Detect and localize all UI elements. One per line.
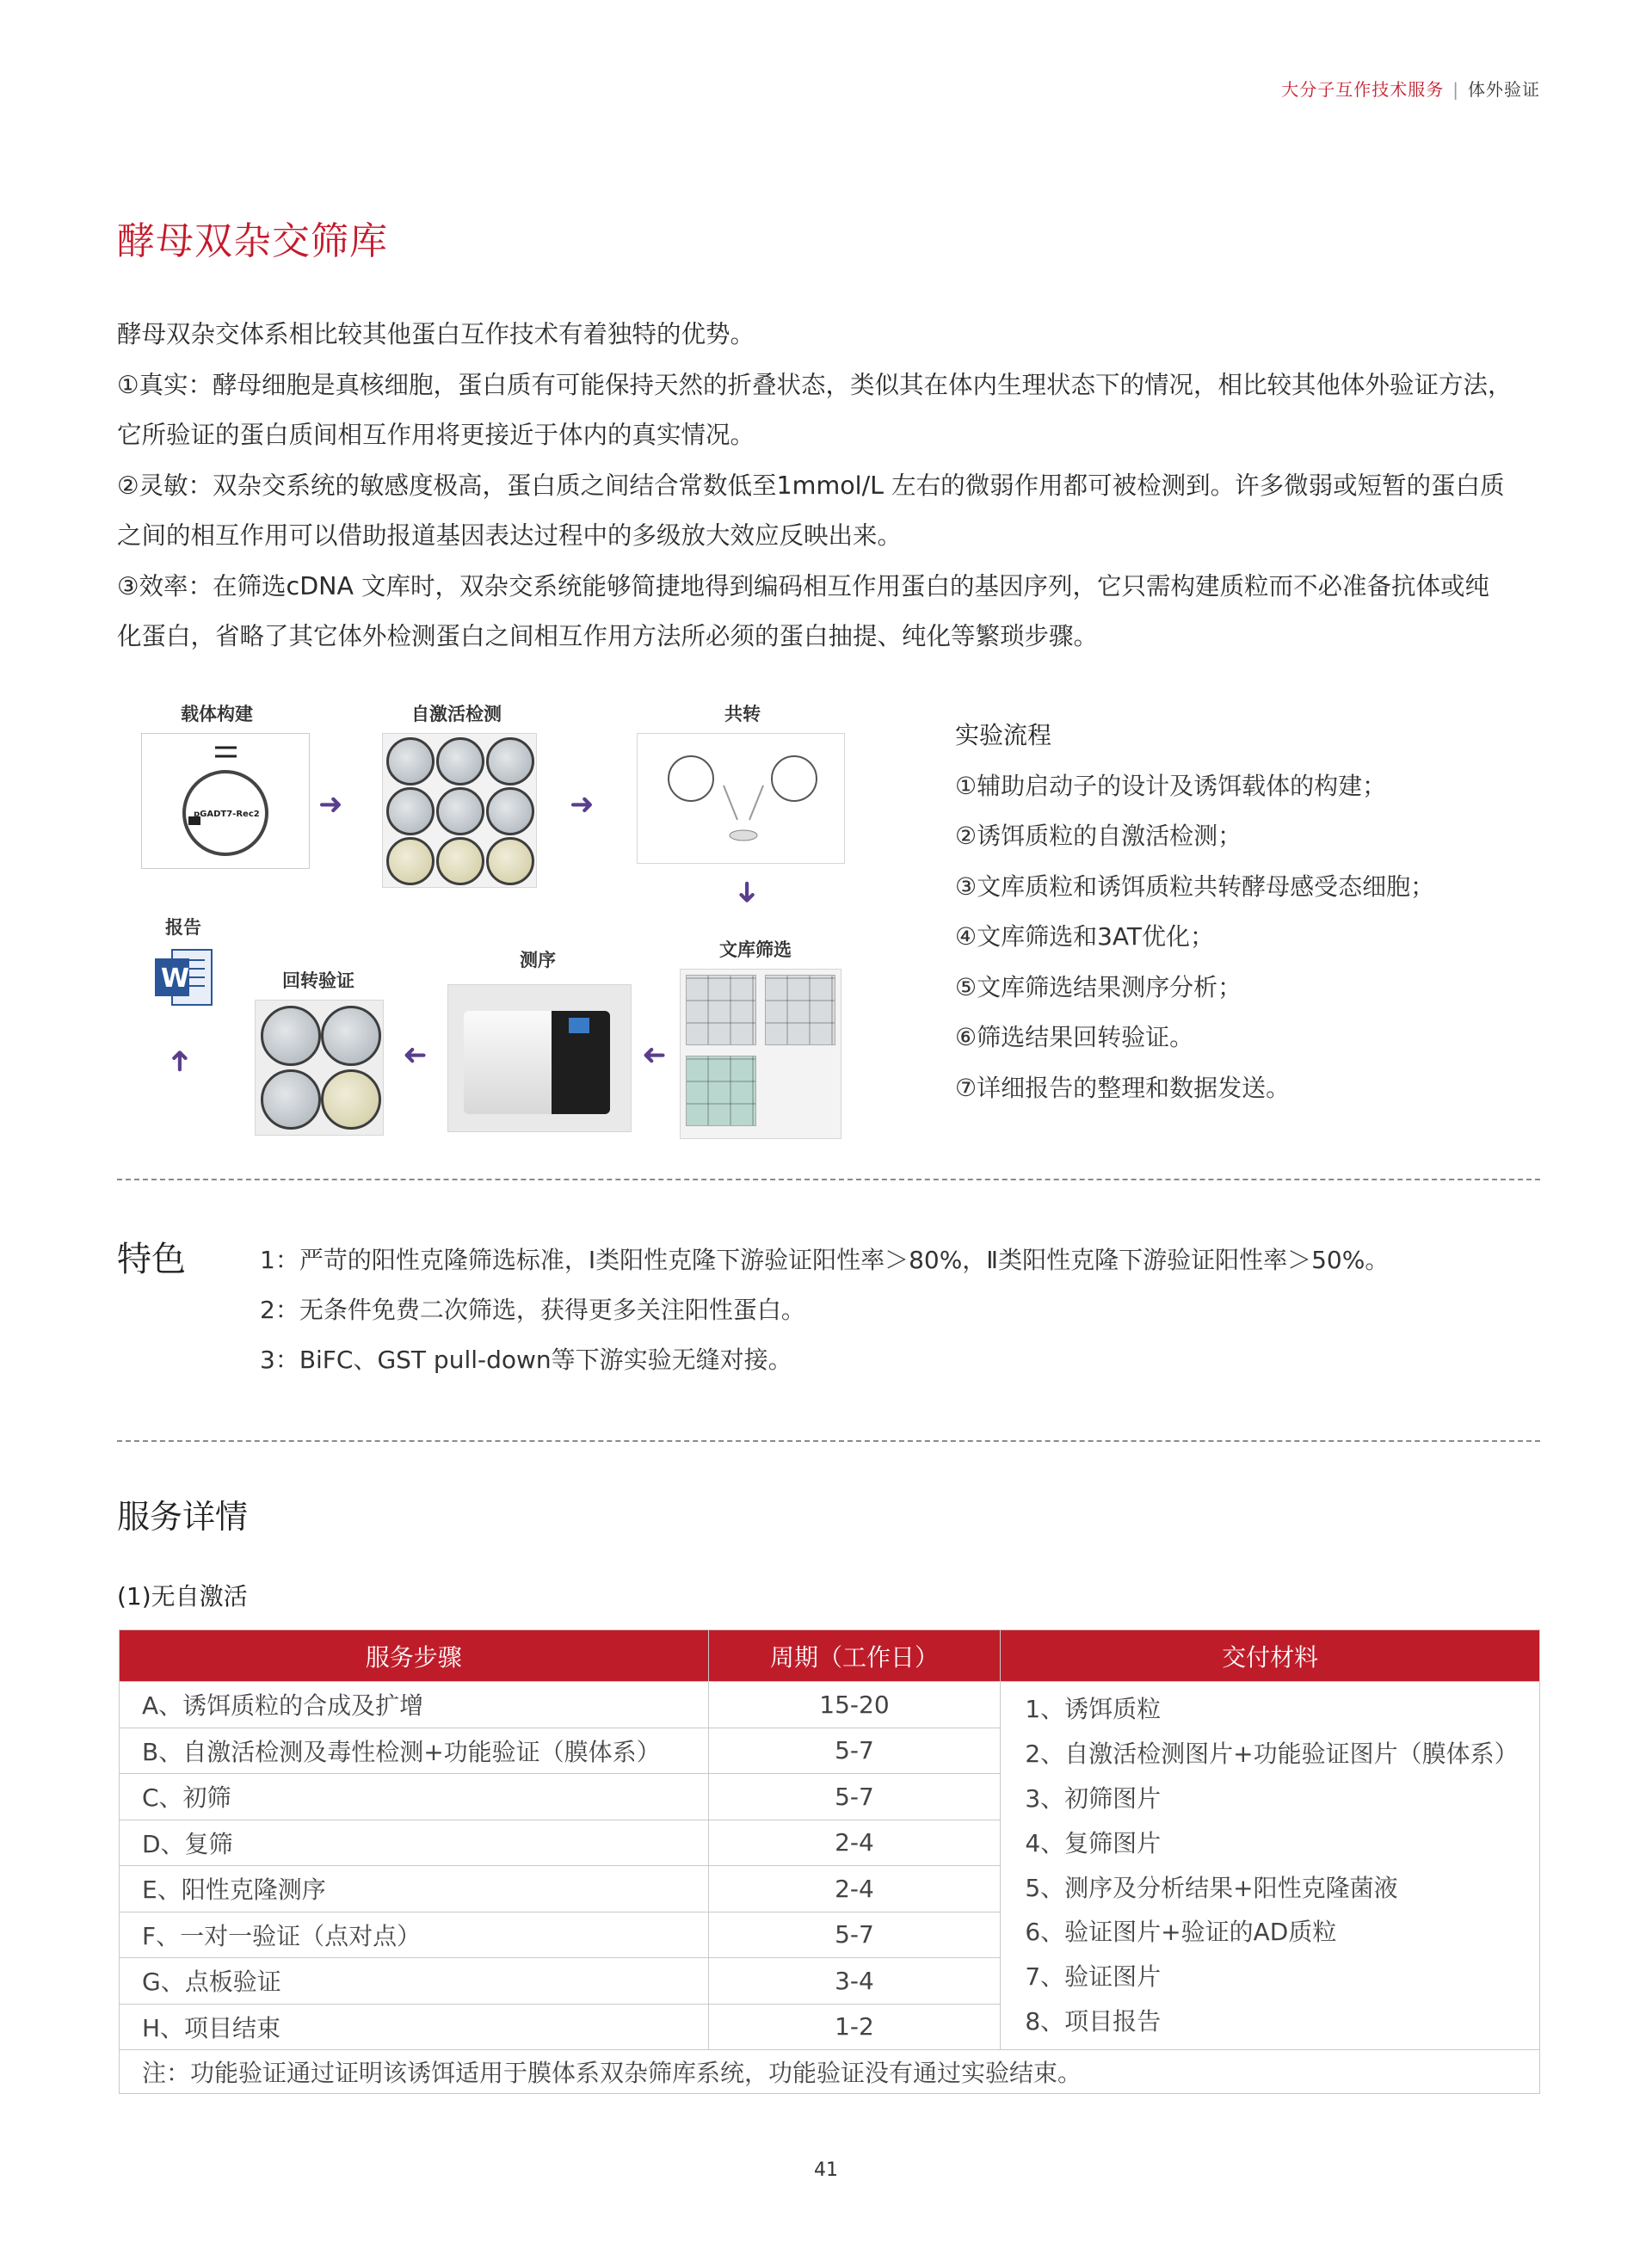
plate xyxy=(321,1069,381,1130)
header-section: 体外验证 xyxy=(1468,79,1540,100)
arrow-down-icon: ➜ xyxy=(730,879,765,905)
header-cell: 周期（工作日） xyxy=(708,1630,1001,1682)
plate xyxy=(436,787,484,835)
label-report: 报告 xyxy=(165,917,201,938)
cycle-cell: 3-4 xyxy=(708,1958,1001,2005)
label-cotransform: 共转 xyxy=(724,704,761,724)
plate xyxy=(386,837,435,885)
deliverables-cell xyxy=(1001,1682,1540,2050)
header-separator: | xyxy=(1452,79,1459,100)
features-list xyxy=(260,1235,1389,1385)
deliverable-item: 1、诱饵质粒 xyxy=(1025,1695,1162,1724)
process-step: ②诱饵质粒的自激活检测； xyxy=(955,822,1242,850)
plate xyxy=(386,737,435,785)
plasmid-map xyxy=(141,733,310,869)
plate xyxy=(486,787,534,835)
page-number: 41 xyxy=(814,2159,838,2181)
table-row xyxy=(120,1682,1540,1728)
plasmid-icon xyxy=(142,734,309,868)
deliverable-item: 6、验证图片+验证的AD质粒 xyxy=(1025,1918,1337,1947)
cycle-cell: 1-2 xyxy=(708,2004,1001,2050)
process-step: ④文库筛选和3AT优化； xyxy=(955,922,1215,951)
header-cell: 服务步骤 xyxy=(120,1630,709,1682)
process-step: ⑦详细报告的整理和数据发送。 xyxy=(955,1073,1291,1102)
plasmid-name: pGADT7-Rec2 xyxy=(194,810,260,819)
process-title: 实验流程 xyxy=(955,721,1052,749)
divider xyxy=(117,1179,1540,1180)
table-note: 注：功能验证通过证明该诱饵适用于膜体系双杂筛库系统，功能验证没有通过实验结束。 xyxy=(120,2050,1540,2094)
feature-item: 1：严苛的阳性克隆筛选标准，Ⅰ类阳性克隆下游验证阳性率＞80%，Ⅱ类阳性克隆下游验证阳性率＞50%。 xyxy=(260,1246,1390,1274)
running-header xyxy=(1281,76,1540,101)
workflow-figure xyxy=(129,688,852,1144)
deliverable-item: 5、测序及分析结果+阳性克隆菌液 xyxy=(1025,1873,1398,1902)
label-back-verify: 回转验证 xyxy=(282,970,354,991)
arrow-right-icon: ➜ xyxy=(318,787,343,822)
step-cell: B、自激活检测及毒性检测+功能验证（膜体系） xyxy=(120,1728,709,1774)
plate xyxy=(436,737,484,785)
back-verify-plates xyxy=(255,1000,384,1136)
word-document-icon xyxy=(153,946,215,1010)
label-autoactivation: 自激活检测 xyxy=(411,704,502,724)
features-title: 特色 xyxy=(117,1240,186,1279)
cycle-cell: 5-7 xyxy=(708,1912,1001,1958)
intro-line: 酵母双杂交体系相比较其他蛋白互作技术有着独特的优势。 xyxy=(117,320,755,348)
step-cell: A、诱饵质粒的合成及扩增 xyxy=(120,1682,709,1728)
header-category: 大分子互作技术服务 xyxy=(1281,79,1445,100)
deliverable-item: 8、项目报告 xyxy=(1025,2006,1162,2036)
deliverable-item: 3、初筛图片 xyxy=(1025,1783,1162,1813)
cycle-cell: 2-4 xyxy=(708,1866,1001,1912)
arrow-left-icon: ➜ xyxy=(403,1038,428,1073)
step-cell: F、一对一验证（点对点） xyxy=(120,1912,709,1958)
library-screen-dishes xyxy=(680,969,841,1139)
label-vector: 载体构建 xyxy=(181,704,253,724)
step-cell: E、阳性克隆测序 xyxy=(120,1866,709,1912)
process-list xyxy=(955,711,1434,1113)
intro-line: 它所验证的蛋白质间相互作用将更接近于体内的真实情况。 xyxy=(117,421,755,449)
service-table xyxy=(119,1629,1540,2094)
table-note-row xyxy=(120,2050,1540,2094)
intro-line: ③效率：在筛选cDNA 文库时，双杂交系统能够简捷地得到编码相互作用蛋白的基因序列，它只需构建质粒而不必准备抗体或纯 xyxy=(117,571,1490,601)
step-cell: C、初筛 xyxy=(120,1774,709,1820)
cycle-cell: 5-7 xyxy=(708,1728,1001,1774)
process-step: ⑤文库筛选结果测序分析； xyxy=(955,972,1242,1001)
plate xyxy=(261,1006,321,1066)
feature-item: 2：无条件免费二次筛选，获得更多关注阳性蛋白。 xyxy=(260,1296,805,1324)
cycle-cell: 15-20 xyxy=(708,1682,1001,1728)
cotransform-icon xyxy=(638,734,844,863)
arrow-up-icon: ➜ xyxy=(162,1048,197,1074)
plate xyxy=(386,787,435,835)
service-subtitle: (1)无自激活 xyxy=(117,1582,248,1611)
process-step: ③文库质粒和诱饵质粒共转酵母感受态细胞； xyxy=(955,872,1435,901)
plate xyxy=(436,837,484,885)
intro-line: ②灵敏：双杂交系统的敏感度极高，蛋白质之间结合常数低至1mmol/L 左右的微弱作用都可被检测到。许多微弱或短暂的蛋白质 xyxy=(117,471,1505,500)
intro-line: 之间的相互作用可以借助报道基因表达过程中的多级放大效应反映出来。 xyxy=(117,521,903,550)
svg-text:W: W xyxy=(161,964,190,994)
step-cell: D、复筛 xyxy=(120,1820,709,1866)
table-header-row xyxy=(120,1630,1540,1682)
sequencer-image xyxy=(447,984,632,1132)
cycle-cell: 5-7 xyxy=(708,1774,1001,1820)
screen-dish xyxy=(765,975,835,1045)
autoactivation-plates xyxy=(382,733,537,888)
cotransform-diagram xyxy=(637,733,845,864)
screen-dish xyxy=(686,1056,756,1126)
header-cell: 交付材料 xyxy=(1001,1630,1540,1682)
intro-line: ①真实：酵母细胞是真核细胞，蛋白质有可能保持天然的折叠状态，类似其在体内生理状态下的情况，相比较其他体外验证方法， xyxy=(117,370,1513,399)
page-title: 酵母双杂交筛库 xyxy=(117,219,388,263)
feature-item: 3：BiFC、GST pull-down等下游实验无缝对接。 xyxy=(260,1346,792,1374)
process-step: ①辅助启动子的设计及诱饵载体的构建； xyxy=(955,771,1387,800)
cycle-cell: 2-4 xyxy=(708,1820,1001,1866)
plate xyxy=(321,1006,381,1066)
arrow-right-icon: ➜ xyxy=(570,787,595,822)
deliverable-item: 2、自激活检测图片+功能验证图片（膜体系） xyxy=(1025,1740,1519,1769)
label-sequencing: 测序 xyxy=(520,950,556,970)
divider xyxy=(117,1440,1540,1442)
service-title: 服务详情 xyxy=(117,1498,249,1536)
step-cell: H、项目结束 xyxy=(120,2004,709,2050)
intro-line: 化蛋白，省略了其它体外检测蛋白之间相互作用方法所必须的蛋白抽提、纯化等繁琐步骤。 xyxy=(117,622,1099,650)
plate xyxy=(486,737,534,785)
intro-text xyxy=(117,310,1545,662)
plate xyxy=(486,837,534,885)
step-cell: G、点板验证 xyxy=(120,1958,709,2005)
process-step: ⑥筛选结果回转验证。 xyxy=(955,1023,1194,1051)
arrow-left-icon: ➜ xyxy=(642,1038,667,1073)
deliverable-item: 7、验证图片 xyxy=(1025,1962,1162,1992)
plate xyxy=(261,1069,321,1130)
label-library-screen: 文库筛选 xyxy=(719,939,792,960)
deliverable-item: 4、复筛图片 xyxy=(1025,1828,1162,1857)
screen-dish xyxy=(686,975,756,1045)
